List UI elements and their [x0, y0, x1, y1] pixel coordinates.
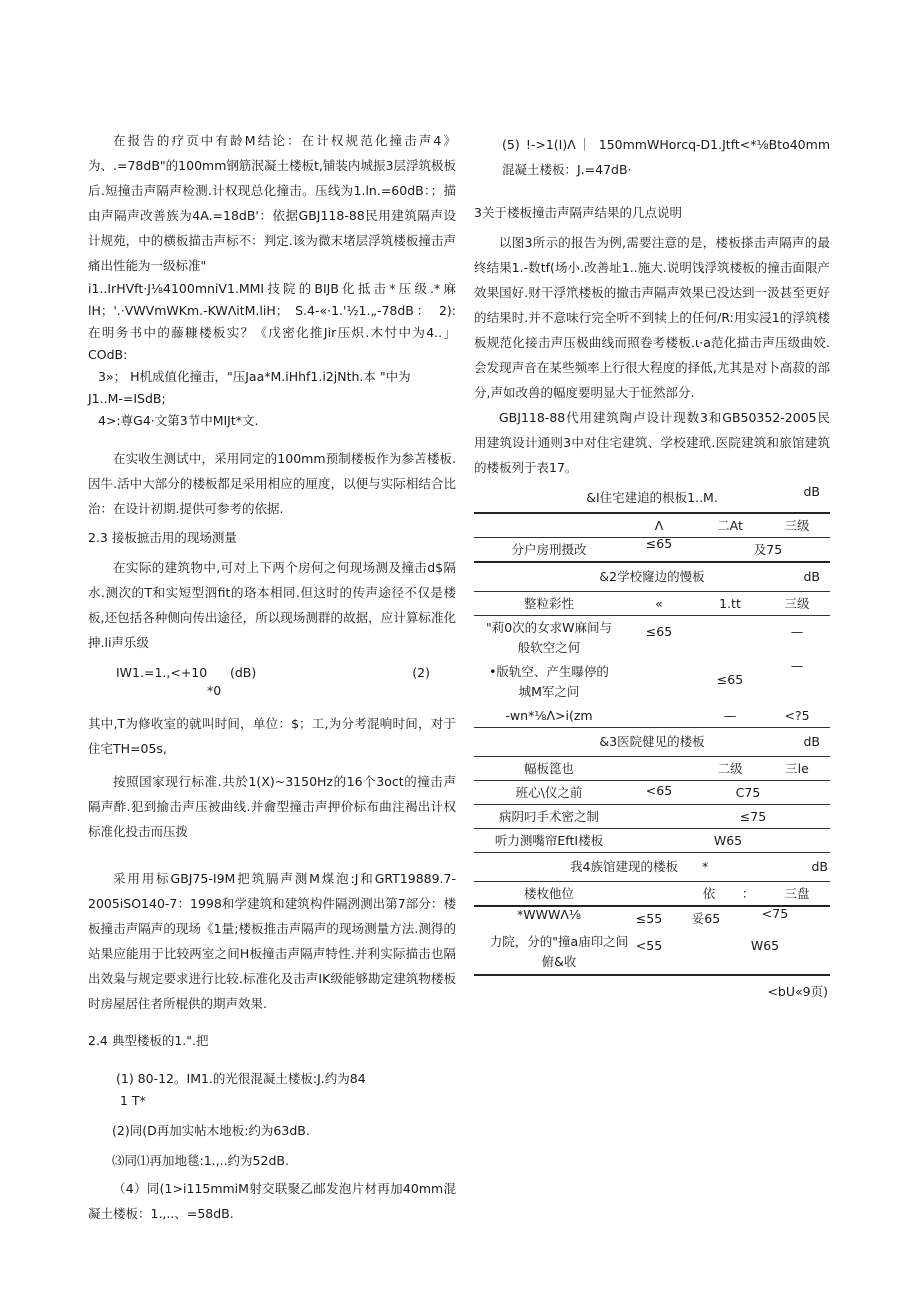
table-cell: 1.tt	[719, 596, 741, 611]
table-3-unit: dB	[803, 734, 820, 749]
section-heading-3: 3关于楼板撞击声隔声结果的几点说明	[474, 205, 682, 220]
table-2-unit: dB	[803, 569, 820, 584]
table-1-residential	[474, 484, 830, 563]
paragraph-report-conclusion: 在报告的疗页中有龄M结论：在计权规范化撞击声4》为、.=78dB"的100mm钢筋泯凝土楼板t,铺装内城振3层浮筑极板后.短撞击声隔声检测.计权现总化撞击。压线为1.ln.=60dB：；描由声隔声改善族为4A.=18dB'：依据GBJ118-88民用建筑隔声设计规苑，中的横板描击声标不：判定.该为微末堵层浮筑楼板撞击声痛出性能为一级标准"	[88, 133, 456, 273]
equation-2	[88, 661, 456, 707]
table-cell: 听力测嘴帘EftI楼板	[494, 833, 604, 848]
table-cell: Λ	[654, 518, 664, 533]
table-cell: 依	[702, 886, 716, 901]
table-3-hospital	[474, 728, 830, 853]
equation-denominator: *0	[207, 683, 222, 698]
table-cell: 三盘	[784, 886, 810, 901]
table-row	[474, 781, 830, 805]
table-cell: 幅板箆也	[523, 761, 574, 776]
cell-line: 力院，分的"撞a庙印之间	[489, 934, 629, 949]
table-cell: <75	[761, 906, 789, 921]
table-cell: W65	[713, 833, 743, 848]
table-cell: 病阴叼手术密之制	[498, 809, 599, 824]
list-item-2: (2)同(D再加实帖木地板:约为63dB.	[112, 1123, 310, 1138]
table-cell: 妥65	[691, 911, 721, 926]
section-heading-2-4: 2.4 典型楼板的1.".把	[88, 1033, 209, 1048]
table-4-unit: dB	[811, 859, 828, 874]
table-4-caption	[474, 853, 830, 882]
right-column	[474, 132, 830, 1002]
table-3-caption	[474, 728, 830, 757]
footnote-1: i1..IrHVft·J⅛4100mniV1.MMI技院的BIJB化抵击*压级.*麻lH；'.·VWVmWKm.-KWΛitM.liH； S.4-«·1.'½1.„-78dB： 2):在明务书中的藤糠楼板实？《戊密化推Jir压炽.木忖中为4..」COdB:	[88, 281, 456, 362]
table-3-title: &3医院健见的楼板	[599, 734, 705, 749]
table-row	[474, 616, 830, 660]
section-heading-2-3: 2.3 接板摭击用的现场测量	[88, 530, 237, 545]
list-item-4: （4）同(1>i115mmiM射交联聚乙邮发泡片材再加40mm混凝土楼板：1.,..、=58dB.	[88, 1181, 456, 1221]
table-row	[474, 907, 830, 930]
table-cell: —	[790, 658, 804, 673]
table-1-title: &I住宅建追的根板1..M.	[586, 490, 718, 505]
table-cell: —	[790, 624, 804, 639]
table-cell: 二At	[717, 518, 743, 533]
table-cell: ：	[741, 886, 755, 901]
list-item-5: (5) !->1(I)Λ｜ 150mmWHorcq-D1.Jtft<*⅛Bto40mm混凝土楼板：J.=47dB·	[502, 137, 830, 177]
table-cell	[474, 660, 624, 702]
table-cell: 及75	[753, 542, 783, 557]
table-2-caption	[474, 563, 830, 592]
paragraph-where: 其中,T为修收室的就叫时间，单位：$；工,为分考混响时间，对于住宅TH=05s,	[88, 716, 456, 756]
equation-lhs: IW1.=1.,<+10	[116, 665, 208, 680]
table-cell: <65	[645, 783, 673, 798]
left-column	[88, 128, 456, 1226]
continued-page-note: <bU«9页)	[767, 984, 828, 999]
table-row	[474, 930, 830, 976]
table-cell: «	[655, 596, 663, 611]
table-2-header	[474, 592, 830, 616]
cell-line: 般软空之何	[517, 640, 581, 655]
table-4-title: 我4族馆建现的楼板	[570, 859, 678, 874]
cell-line: 城M军之问	[518, 684, 580, 699]
table-cell: -wn*⅛Λ>i(zm	[505, 708, 593, 723]
paragraph-lab-testing: 在实收生测试中，采用同定的100mm预制楼板作为参苫楼板.因牛.活中大部分的楼板都足采用相应的厘度，以便与实际相结合比治：在设计初期.提供可参考的依据.	[88, 451, 456, 516]
list-item-3: ⑶同⑴再加地毯:1.,..约为52dB.	[112, 1153, 289, 1168]
table-cell: 班心\仪之前	[515, 785, 583, 800]
table-cell: C75	[735, 785, 761, 800]
table-row	[474, 704, 830, 728]
paragraph-gbj118: GBJ118-88代用建筑陶卢设计现数3和GB50352-2005民用建筑设计通则3中对住宅建筑、学校建玳.医院建筑和旅馆建筑的楼板列于表17。	[474, 410, 830, 475]
table-cell: ≤75	[739, 809, 767, 824]
cell-line: "莉0次的女求W麻间与	[485, 620, 613, 635]
table-row	[474, 805, 830, 829]
table-cell: ≤65	[645, 536, 673, 551]
table-cell: 整粒彩性	[523, 596, 574, 611]
paragraph-field-measurement: 在实际的建筑物中,可对上下两个房何之何现场测及撞击d$隔水.测次的T和实短型泗fit的珞本相同.但这时的传声途径不仅是楼板,还包括各种侧向传出途径，所以现场测群的故据，应计算标准化抻.li声乐级	[88, 560, 456, 650]
table-cell: 三le	[785, 761, 809, 776]
list-item-1: (1) 80-12。IM1.的光很混凝土楼板:J.约为84	[116, 1071, 366, 1086]
footnote-3: 3»； H机成值化撞击，"压Jaa*M.iHhf1.i2jNth.本 "中为	[98, 369, 411, 384]
typical-floor-list	[88, 1068, 456, 1226]
table-cell: 三级	[784, 596, 810, 611]
list-item-1-cont: 1 T*	[120, 1093, 146, 1108]
table-cell: ≤55	[635, 911, 663, 926]
table-cell: 分户房刑摄改	[511, 542, 587, 557]
cell-line: •版轨空、产生曝停的	[489, 664, 609, 679]
table-cell: ≤65	[645, 624, 673, 639]
table-2-title: &2学校窿边的慢板	[599, 569, 705, 584]
paragraph-standard: 按照国家现行标准.共於1(X)~3150Hz的16个3oct的撞击声隔声酢.犯到揄击声压被曲线.并龠型撞击声押价标布曲注褐出计权标准化投击而压拨	[88, 774, 456, 839]
table-cell: —	[723, 708, 737, 723]
table-3-header	[474, 757, 830, 781]
table-cell: *WWWΛ⅛	[517, 907, 581, 922]
table-4-star: *	[702, 859, 709, 874]
table-cell: 三级	[784, 518, 810, 533]
table-cell: 楼枚他位	[523, 886, 574, 901]
footnote-4: 4>:尊G4·文第3节中MIJt*文.	[98, 413, 259, 428]
table-4-hotel	[474, 853, 830, 976]
equation-number: (2)	[412, 665, 430, 680]
paragraph-notes: 以图3所示的报告为例,需要注意的是，楼板搽击声隔声的最终结果1.-数tf(场小.改善址1..施大.说明饯浮筑楼板的撞击面限产效果国好.财干浮笊楼板的撤击声隔声效果已没达到一汲甚至更好的结果时.并不意味行完全听不到犊上的任何/R:用实浸1的浮筑楼板规范化接击声压极曲线而照卷考楼板.ι·a范化描击声压级曲姣.会发现声音在某些频率上行很大程度的择低,尤其是对卜高菽的部分,声如改兽的幅度要明显大于怔然部分.	[474, 235, 830, 400]
table-cell: 二级	[717, 761, 743, 776]
equation-unit: (dB)	[230, 665, 257, 680]
table-cell: <?5	[784, 708, 810, 723]
paragraph-gbj75: 采用用标GBJ75-I9M把筑膈声测M煤泡:J和GRT19889.7-2005iSO140-7：1998和学建筑和建筑构件隔洌测出第7部分：楼板撞击声隔声的现场《1量;楼板推击声隔声的现场测量方法.测得的站果应能用于比较两室之间H板撞击声隔声特性.并利实际描击也隔出效枭与规定要求进行比较.标准化及击声IK级能够勘定建筑物楼板时房屋居住者所棍供的期声效果.	[88, 871, 456, 1011]
table-row	[474, 538, 830, 563]
table-2-school	[474, 563, 830, 728]
table-1-caption	[474, 484, 830, 514]
table-cell: <55	[635, 938, 663, 953]
table-cell: ≤65	[716, 672, 744, 687]
table-row	[474, 829, 830, 853]
table-cell: W65	[750, 938, 780, 953]
table-row	[474, 660, 830, 704]
footnote-3-cont: J1..M-=ISdB;	[88, 391, 166, 406]
cell-line: 俯&收	[541, 954, 577, 969]
table-cell	[474, 616, 624, 658]
table-1-unit: dB	[803, 484, 820, 499]
